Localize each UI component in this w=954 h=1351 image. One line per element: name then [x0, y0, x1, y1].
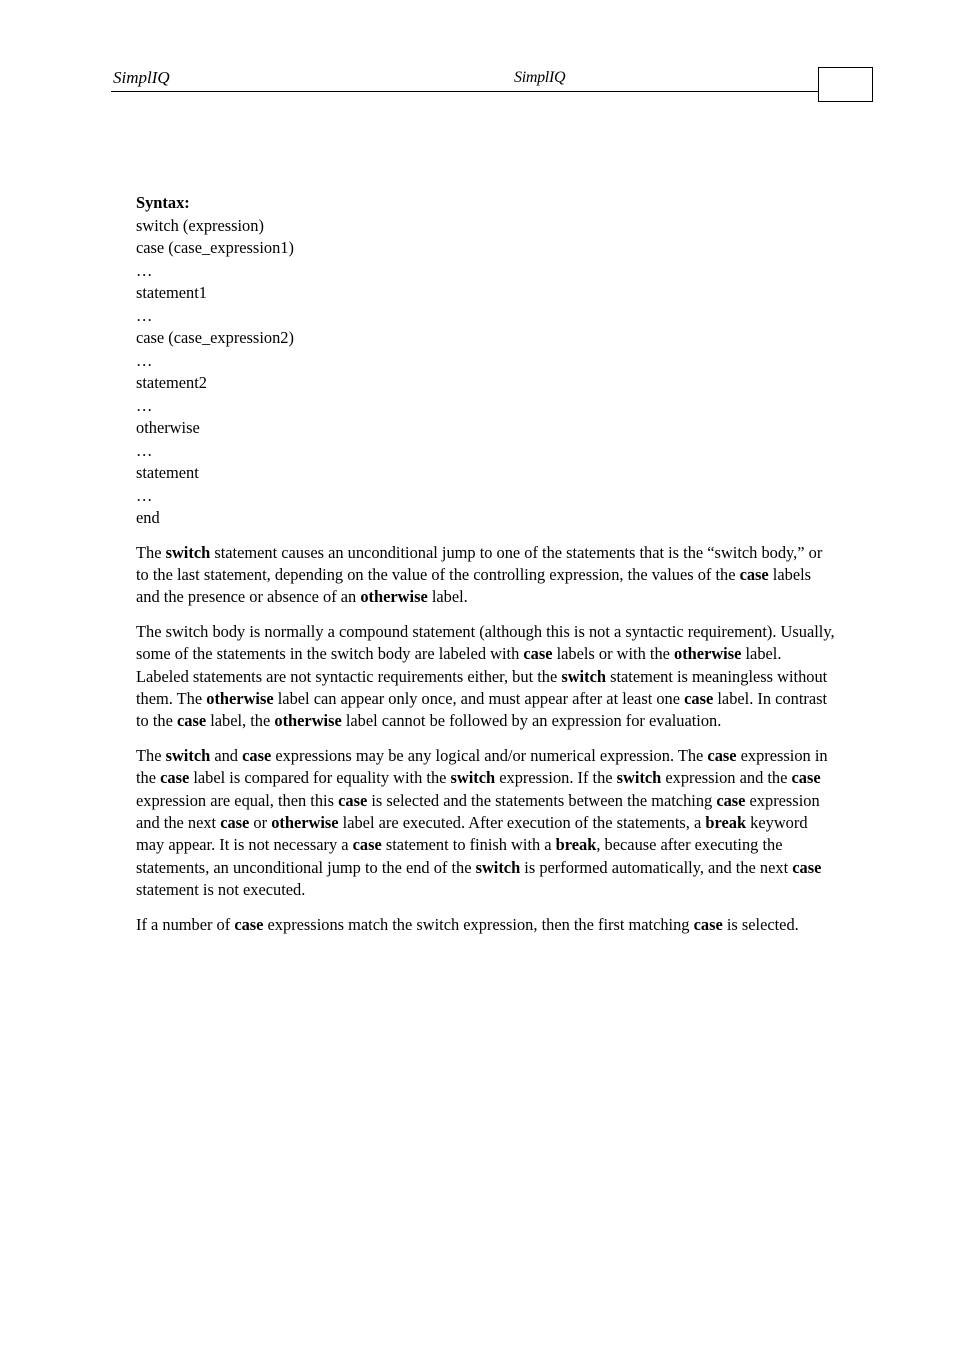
keyword-text: switch — [165, 745, 211, 765]
document-body — [136, 192, 838, 936]
keyword-text: otherwise — [360, 587, 428, 607]
paragraph-text: and — [210, 745, 243, 765]
header-rule — [111, 91, 819, 92]
paragraph-text: statement causes an unconditional jump to one of the statements that is the “switch body,” or to the last statement, depending on the value of the controlling expression, the values of the — [136, 542, 823, 584]
paragraph-text: label. — [427, 587, 468, 607]
keyword-text: case — [338, 790, 368, 810]
syntax-line: … — [136, 305, 153, 325]
syntax-heading: Syntax: — [136, 193, 190, 212]
syntax-line: … — [136, 485, 153, 505]
body-paragraph — [136, 745, 838, 902]
header-center-title: SimplIQ — [514, 69, 566, 86]
paragraph-text: label cannot be followed by an expression for evaluation. — [341, 711, 722, 731]
syntax-block — [136, 192, 838, 530]
page-number-box — [818, 67, 873, 102]
syntax-line: end — [136, 508, 160, 527]
paragraph-text: is selected and the statements between the matching — [367, 790, 717, 810]
keyword-text: switch — [475, 857, 521, 877]
keyword-text: case — [234, 914, 264, 934]
keyword-text: case — [739, 564, 769, 584]
paragraph-text: expression in the — [136, 745, 828, 788]
paragraph-text: label, the — [206, 711, 275, 731]
keyword-text: switch — [561, 666, 606, 686]
syntax-line: statement2 — [136, 373, 208, 392]
syntax-line: statement — [136, 463, 199, 482]
keyword-text: otherwise — [271, 812, 339, 832]
page-header — [111, 66, 875, 104]
paragraph-text: expressions match the switch expression, then the first matching — [263, 914, 694, 934]
paragraph-text: statement to finish with a — [381, 835, 556, 855]
syntax-line: case (case_expression2) — [136, 328, 294, 347]
paragraph-text: expression are equal, then this — [136, 790, 339, 810]
paragraph-text: statement is meaningless without them. The — [136, 666, 828, 708]
paragraph-text: If a number of — [136, 914, 235, 934]
keyword-text: case — [176, 711, 207, 731]
paragraph-text: expression and the — [661, 768, 792, 788]
keyword-text: case — [220, 812, 250, 832]
keyword-text: switch — [616, 768, 662, 788]
syntax-line: … — [136, 395, 153, 415]
paragraph-text: expressions may be any logical and/or numerical expression. The — [271, 745, 708, 765]
syntax-line: switch (expression) — [136, 215, 264, 235]
syntax-line: … — [136, 260, 153, 280]
paragraph-text: expression and the next — [136, 790, 820, 832]
keyword-text: case — [707, 745, 737, 765]
paragraph-text: label is compared for equality with the — [189, 768, 451, 788]
paragraph-text: The — [136, 542, 166, 562]
syntax-line: case (case_expression1) — [136, 238, 294, 257]
keyword-text: case — [684, 688, 714, 708]
body-paragraph — [136, 542, 838, 609]
keyword-text: case — [160, 768, 190, 788]
paragraph-text: or — [249, 812, 272, 832]
keyword-text: otherwise — [206, 688, 274, 708]
syntax-line: … — [136, 440, 153, 460]
body-paragraph — [136, 621, 838, 733]
keyword-text: case — [523, 644, 553, 664]
paragraph-text: labels and the presence or absence of an — [136, 564, 812, 607]
keyword-text: case — [693, 914, 723, 934]
keyword-text: break — [555, 835, 597, 855]
keyword-text: case — [716, 790, 746, 810]
syntax-line: … — [136, 350, 153, 370]
paragraph-text: expression. If the — [495, 768, 617, 788]
syntax-line: statement1 — [136, 283, 208, 302]
keyword-text: otherwise — [274, 711, 342, 731]
paragraph-text: label. In contrast to the — [136, 688, 828, 731]
paragraph-text: is performed automatically, and the next — [520, 857, 793, 877]
paragraph-text: The switch body is normally a compound statement (although this is not a syntactic requirement). Usually, some of the statements in the switch body are labeled with — [136, 621, 835, 664]
paragraph-text: labels or with the — [552, 644, 675, 664]
keyword-text: switch — [450, 768, 496, 788]
keyword-text: otherwise — [674, 644, 742, 664]
keyword-text: case — [242, 745, 272, 765]
keyword-text: case — [792, 857, 822, 877]
syntax-line: otherwise — [136, 418, 200, 437]
paragraph-text: statement is not executed. — [136, 880, 306, 900]
keyword-text: case — [352, 835, 382, 855]
paragraph-text: label can appear only once, and must appear after at least one — [273, 688, 685, 708]
keyword-text: case — [791, 768, 821, 788]
paragraph-text: , because after executing the statements, an unconditional jump to the end of the — [136, 835, 783, 877]
header-left-title: SimplIQ — [113, 68, 170, 87]
paragraph-text: keyword may appear. It is not necessary a — [136, 812, 808, 855]
paragraph-text: label are executed. After execution of the statements, a — [338, 812, 706, 832]
keyword-text: switch — [165, 542, 211, 562]
keyword-text: break — [705, 812, 747, 832]
paragraph-text: is selected. — [722, 914, 799, 934]
paragraph-text: label. Labeled statements are not syntactic requirements either, but the — [136, 644, 782, 686]
paragraph-text: The — [136, 745, 166, 765]
body-paragraph — [136, 914, 838, 936]
